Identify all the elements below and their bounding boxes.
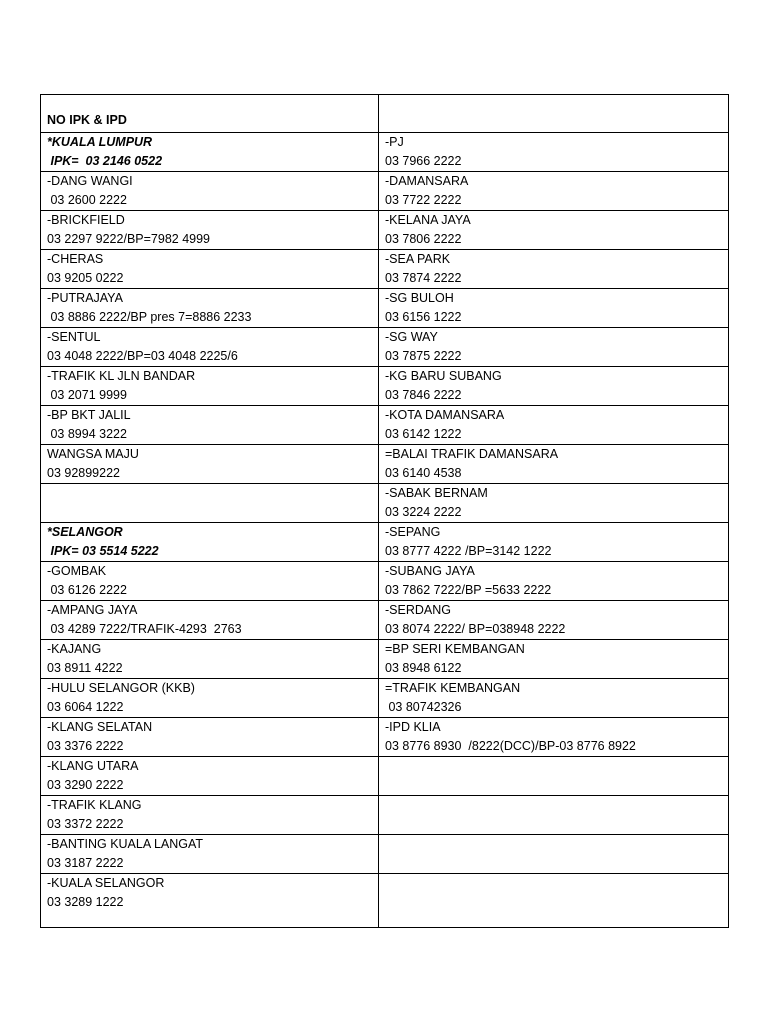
right-cell [379,484,729,523]
station-name: -BRICKFIELD [47,213,125,227]
left-cell [41,562,379,601]
phone-number: 03 6064 1222 [47,700,124,714]
phone-number: 03 6140 4538 [385,466,462,480]
phone-number: 03 8948 6122 [385,661,462,675]
station-name: -SG BULOH [385,291,454,305]
table-row [41,406,729,445]
left-cell [41,835,379,874]
phone-number: 03 8074 2222/ BP=038948 2222 [385,622,566,636]
table-row [41,250,729,289]
table-row [41,172,729,211]
station-name: -IPD KLIA [385,720,441,734]
phone-number: 03 7722 2222 [385,193,462,207]
right-cell [379,796,729,835]
station-name: -SABAK BERNAM [385,486,488,500]
station-name: -KG BARU SUBANG [385,369,502,383]
phone-number: 03 3372 2222 [47,817,124,831]
left-cell [41,484,379,523]
table-row [41,523,729,562]
phone-number: 03 7966 2222 [385,154,462,168]
right-cell [379,445,729,484]
station-name: -GOMBAK [47,564,107,578]
phone-number: 03 3289 1222 [47,895,124,909]
station-name: -SERDANG [385,603,451,617]
phone-number: 03 8777 4222 /BP=3142 1222 [385,544,552,558]
right-cell [379,289,729,328]
table-row [41,757,729,796]
header-right-cell [379,95,729,133]
table-row [41,874,729,928]
station-name: =TRAFIK KEMBANGAN [385,681,521,695]
region-heading: *KUALA LUMPUR [47,135,153,149]
station-name: -SEA PARK [385,252,451,266]
left-cell [41,211,379,250]
phone-number: 03 2071 9999 [47,388,127,402]
left-cell [41,328,379,367]
phone-number: 03 6142 1222 [385,427,462,441]
station-name: -PUTRAJAYA [47,291,123,305]
table-row [41,718,729,757]
station-name: =BP SERI KEMBANGAN [385,642,525,656]
ipk-number: IPK= 03 2146 0522 [47,154,163,168]
right-cell [379,406,729,445]
left-cell [41,523,379,562]
left-cell [41,406,379,445]
right-cell [379,835,729,874]
phone-number: 03 7806 2222 [385,232,462,246]
phone-number: 03 3187 2222 [47,856,124,870]
left-cell [41,445,379,484]
phone-number: 03 7874 2222 [385,271,462,285]
table-row [41,484,729,523]
phone-number: 03 80742326 [385,700,462,714]
station-name: -HULU SELANGOR (KKB) [47,681,195,695]
station-name: -TRAFIK KL JLN BANDAR [47,369,196,383]
right-cell [379,874,729,928]
left-cell [41,640,379,679]
station-name: -BP BKT JALIL [47,408,131,422]
right-cell [379,718,729,757]
station-name: -SENTUL [47,330,101,344]
table-row [41,211,729,250]
phone-number: 03 9205 0222 [47,271,124,285]
station-name: -SG WAY [385,330,438,344]
right-cell [379,133,729,172]
station-name: -KAJANG [47,642,102,656]
right-cell [379,211,729,250]
left-cell [41,133,379,172]
phone-number: 03 6156 1222 [385,310,462,324]
left-cell [41,250,379,289]
phone-number: 03 8776 8930 /8222(DCC)/BP-03 8776 8922 [385,739,636,753]
station-name: =BALAI TRAFIK DAMANSARA [385,447,559,461]
right-cell [379,250,729,289]
phone-number: 03 7846 2222 [385,388,462,402]
left-cell [41,718,379,757]
table-row [41,133,729,172]
phone-number: 03 4048 2222/BP=03 4048 2225/6 [47,349,238,363]
table-row [41,796,729,835]
table-row [41,601,729,640]
table-row [41,328,729,367]
station-name: -BANTING KUALA LANGAT [47,837,204,851]
phone-number: 03 6126 2222 [47,583,127,597]
right-cell [379,640,729,679]
phone-number: 03 8911 4222 [47,661,123,675]
right-cell [379,757,729,796]
left-cell [41,367,379,406]
right-cell [379,367,729,406]
right-cell [379,523,729,562]
phone-number: 03 8994 3222 [47,427,127,441]
phone-number: 03 3376 2222 [47,739,124,753]
phone-number: 03 2297 9222/BP=7982 4999 [47,232,211,246]
left-cell [41,796,379,835]
station-name: -SUBANG JAYA [385,564,475,578]
phone-number: 03 3290 2222 [47,778,124,792]
station-name: WANGSA MAJU [47,447,139,461]
directory-body [41,95,729,928]
station-name: -KOTA DAMANSARA [385,408,505,422]
header-row [41,95,729,133]
right-cell [379,172,729,211]
station-name: -TRAFIK KLANG [47,798,142,812]
right-cell [379,601,729,640]
left-cell [41,757,379,796]
table-row [41,835,729,874]
table-row [41,367,729,406]
station-name: -SEPANG [385,525,441,539]
table-row [41,562,729,601]
table-row [41,679,729,718]
station-name: -DAMANSARA [385,174,469,188]
phone-number: 03 7862 7222/BP =5633 2222 [385,583,552,597]
left-cell [41,601,379,640]
left-cell [41,679,379,718]
phone-number: 03 92899222 [47,466,120,480]
right-cell [379,562,729,601]
region-heading: *SELANGOR [47,525,123,539]
phone-number: 03 4289 7222/TRAFIK-4293 2763 [47,622,242,636]
ipk-number: IPK= 03 5514 5222 [47,544,159,558]
right-cell [379,328,729,367]
right-cell [379,679,729,718]
phone-number: 03 2600 2222 [47,193,127,207]
phone-number: 03 7875 2222 [385,349,462,363]
table-row [41,445,729,484]
station-name: -DANG WANGI [47,174,133,188]
station-name: -KELANA JAYA [385,213,471,227]
police-directory-table [40,94,729,928]
phone-number: 03 3224 2222 [385,505,462,519]
station-name: -AMPANG JAYA [47,603,138,617]
table-row [41,289,729,328]
station-name: -KLANG SELATAN [47,720,153,734]
left-cell [41,172,379,211]
table-row [41,640,729,679]
phone-number: 03 8886 2222/BP pres 7=8886 2233 [47,310,252,324]
station-name: -KLANG UTARA [47,759,139,773]
station-name: -PJ [385,135,404,149]
header-title: NO IPK & IPD [41,95,379,133]
left-cell [41,874,379,928]
station-name: -CHERAS [47,252,104,266]
document-page [40,94,728,928]
left-cell [41,289,379,328]
station-name: -KUALA SELANGOR [47,876,165,890]
